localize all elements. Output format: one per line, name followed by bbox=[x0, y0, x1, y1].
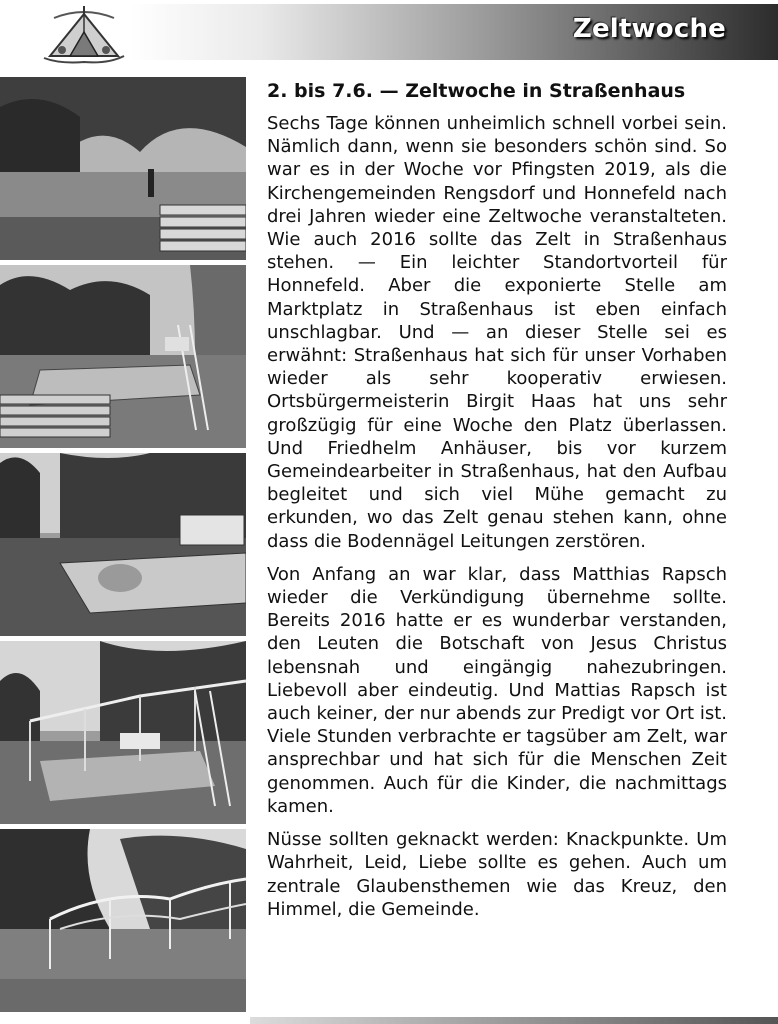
page-header bbox=[0, 0, 778, 70]
photo-floor-assembly-ladder bbox=[0, 265, 246, 448]
photo-column bbox=[0, 77, 246, 1017]
photo-field-with-stacked-panels bbox=[0, 77, 246, 260]
tent-logo-icon bbox=[40, 4, 128, 66]
photo-tent-frame-raised bbox=[0, 641, 246, 824]
article-headline: 2. bis 7.6. — Zeltwoche in Straßenhaus bbox=[267, 80, 686, 102]
photo-tent-frame-overview bbox=[0, 829, 246, 1012]
footer-bar bbox=[250, 1017, 778, 1024]
article bbox=[267, 80, 727, 931]
article-paragraph: Von Anfang an war klar, dass Matthias Rapsch wieder die Verkündigung übernehme sollte. Bereits 2016 hatte er es wunderbar verstanden, den Leuten die Botschaft von Jesus Christus lebensnah und eingängig nahezubringen. Liebevoll aber eindeutig. Und Mattias Rapsch ist auch keiner, der nur abends zur Predigt vor Ort ist. Viele Stunden verbrachte er tagsüber am Zelt, war ansprechbar und hat sich für die Menschen Zeit genommen. Auch für die Kinder, die nachmittags kamen. bbox=[267, 563, 727, 817]
article-paragraph: Nüsse sollten geknackt werden: Knackpunkte. Um Wahrheit, Leid, Liebe sollte es gehen. Auch um zentrale Glaubensthemen wie das Kreuz, den Himmel, die Gemeinde. bbox=[267, 829, 727, 920]
article-paragraph: Sechs Tage können unheimlich schnell vorbei sein. Nämlich dann, wenn sie besonders schön sind. So war es in der Woche vor Pfingsten 2019, als die Kirchengemeinden Rengsdorf und Honnefeld nach drei Jahren wieder eine Zeltwoche veranstalteten. Wie auch 2016 sollte das Zelt in Straßenhaus stehen. — Ein leichter Standortvorteil für Honnefeld. Aber die exponierte Stelle am Marktplatz in Straßenhaus ist eben einfach unschlagbar. Und — an dieser Stelle sei es erwähnt: Straßenhaus hat sich für unser Vorhaben wieder als sehr kooperativ erwiesen. Ortsbürgermeisterin Birgit Haas hat uns sehr großzügig für eine Woche den Platz überlassen. Und Friedhelm Anhäuser, bis vor kurzem Gemeindearbeiter in Straßenhaus, hat den Aufbau begleitet und sich viel Mühe gemacht zu erkunden, wo das Zelt genau stehen kann, ohne dass die Bodennägel Leitungen zerstören. bbox=[267, 113, 727, 552]
section-title: Zeltwoche bbox=[572, 14, 726, 44]
photo-platform-and-truck bbox=[0, 453, 246, 636]
